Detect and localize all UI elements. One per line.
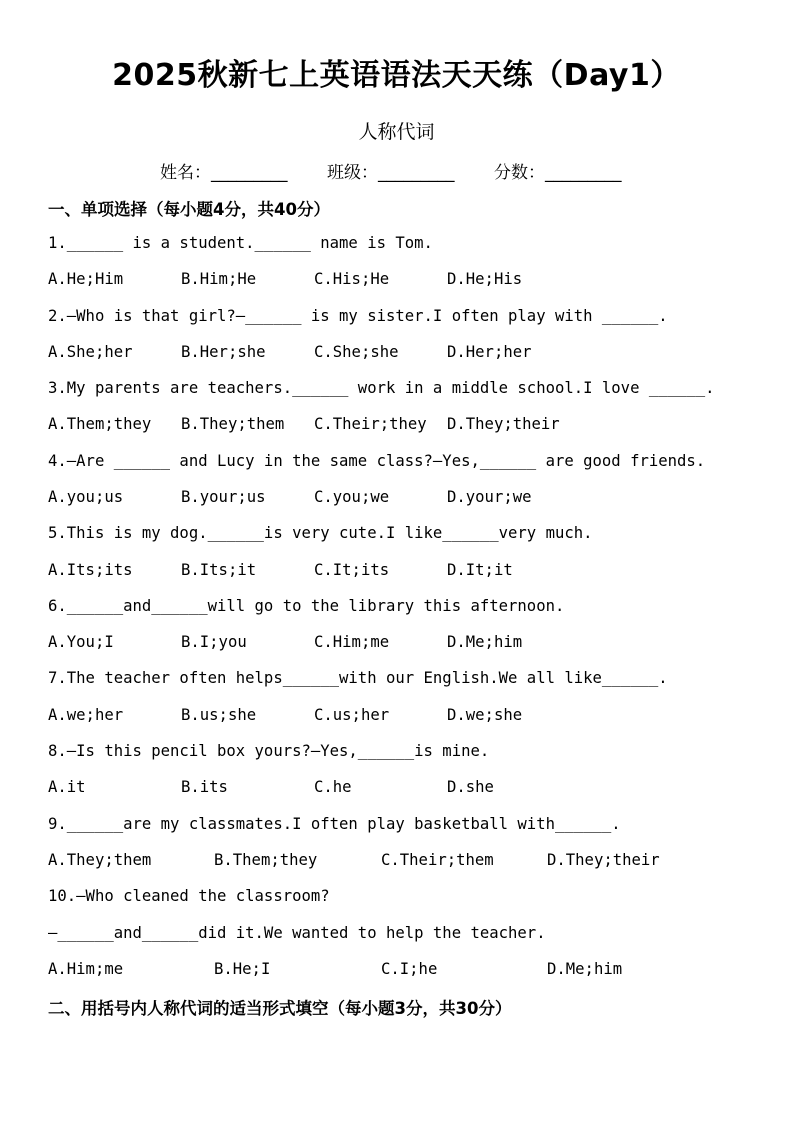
question-3-option-a: A.Them;they: [48, 415, 152, 433]
question-8-stem: 8.—Is this pencil box yours?—Yes,______is mine.: [48, 742, 490, 760]
question-5-option-b: B.Its;it: [181, 561, 257, 579]
question-6-stem: 6.______and______will go to the library this afternoon.: [48, 597, 565, 615]
question-1-stem: 1.______ is a student.______ name is Tom.: [48, 234, 433, 252]
question-3-option-c: C.Their;they: [314, 415, 427, 433]
question-7-option-b: B.us;she: [181, 706, 257, 724]
question-9-option-a: A.They;them: [48, 851, 152, 869]
section-2-heading: 二、用括号内人称代词的适当形式填空（每小题3分，共30分）: [48, 999, 512, 1018]
question-8-option-b: B.its: [181, 778, 228, 796]
question-10-option-d: D.Me;him: [547, 960, 623, 978]
question-9-option-c: C.Their;them: [381, 851, 494, 869]
section-1-heading: 一、单项选择（每小题4分，共40分）: [48, 200, 330, 219]
question-10-stem-line-2: —______and______did it.We wanted to help the teacher.: [48, 924, 546, 942]
question-7-stem: 7.The teacher often helps______with our English.We all like______.: [48, 669, 668, 687]
question-6-option-d: D.Me;him: [447, 633, 523, 651]
question-10-stem: 10.—Who cleaned the classroom?: [48, 887, 330, 905]
question-4-option-d: D.your;we: [447, 488, 532, 506]
question-1-option-b: B.Him;He: [181, 270, 257, 288]
question-5-option-c: C.It;its: [314, 561, 390, 579]
question-9-option-d: D.They;their: [547, 851, 660, 869]
question-10-option-a: A.Him;me: [48, 960, 124, 978]
question-8-option-c: C.he: [314, 778, 352, 796]
question-2-stem: 2.—Who is that girl?—______ is my sister.I often play with ______.: [48, 307, 668, 325]
question-2-option-b: B.Her;she: [181, 343, 266, 361]
question-1-option-d: D.He;His: [447, 270, 523, 288]
question-7-option-a: A.we;her: [48, 706, 124, 724]
question-1-option-c: C.His;He: [314, 270, 390, 288]
question-2-option-a: A.She;her: [48, 343, 133, 361]
question-4-stem: 4.—Are ______ and Lucy in the same class?—Yes,______ are good friends.: [48, 452, 706, 470]
question-8-option-a: A.it: [48, 778, 86, 796]
question-5-stem: 5.This is my dog.______is very cute.I like______very much.: [48, 524, 593, 542]
question-4-option-b: B.your;us: [181, 488, 266, 506]
question-10-option-c: C.I;he: [381, 960, 438, 978]
question-9-option-b: B.Them;they: [214, 851, 318, 869]
page-subtitle: 人称代词: [358, 121, 435, 143]
question-1-option-a: A.He;Him: [48, 270, 124, 288]
question-3-option-b: B.They;them: [181, 415, 285, 433]
question-3-stem: 3.My parents are teachers.______ work in a middle school.I love ______.: [48, 379, 715, 397]
question-5-option-a: A.Its;its: [48, 561, 133, 579]
question-8-option-d: D.she: [447, 778, 494, 796]
question-7-option-c: C.us;her: [314, 706, 390, 724]
question-6-option-a: A.You;I: [48, 633, 114, 651]
question-10-option-b: B.He;I: [214, 960, 271, 978]
question-5-option-d: D.It;it: [447, 561, 513, 579]
question-6-option-c: C.Him;me: [314, 633, 390, 651]
question-2-option-d: D.Her;her: [447, 343, 532, 361]
page-title: 2025秋新七上英语语法天天练（Day1）: [112, 58, 681, 93]
class-field-label: 班级：_________: [327, 163, 455, 183]
name-field-label: 姓名：_________: [160, 163, 288, 183]
question-3-option-d: D.They;their: [447, 415, 560, 433]
question-7-option-d: D.we;she: [447, 706, 523, 724]
question-6-option-b: B.I;you: [181, 633, 247, 651]
score-field-label: 分数：_________: [494, 163, 622, 183]
question-9-stem: 9.______are my classmates.I often play basketball with______.: [48, 815, 621, 833]
question-2-option-c: C.She;she: [314, 343, 399, 361]
question-4-option-c: C.you;we: [314, 488, 390, 506]
question-4-option-a: A.you;us: [48, 488, 124, 506]
